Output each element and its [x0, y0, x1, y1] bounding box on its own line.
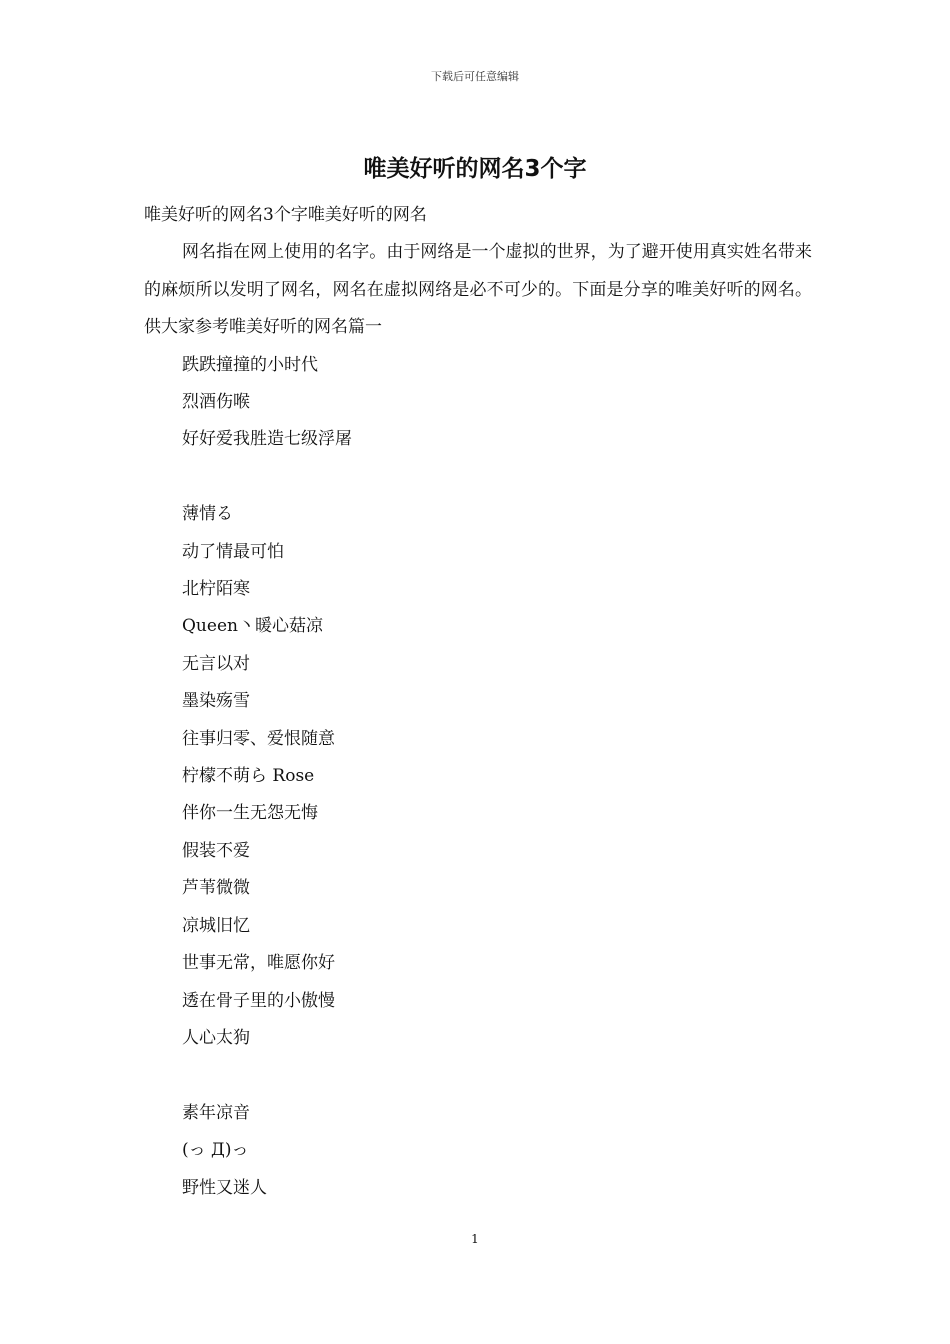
list-item: Queen丶暖心菇凉 [182, 616, 323, 637]
blank-line [144, 1057, 812, 1094]
list-item: 透在骨子里的小傲慢 [182, 990, 335, 1011]
document-body [144, 197, 812, 1207]
list-item: 墨染殇雪 [182, 691, 250, 712]
list-item: 凉城旧忆 [182, 915, 250, 936]
name-list-group-2 [144, 496, 812, 1057]
blank-line [144, 459, 812, 496]
page-header: 下载后可任意编辑 [431, 70, 519, 83]
page-number: 1 [471, 1232, 479, 1246]
list-item: 烈酒伤喉 [182, 392, 250, 413]
intro-paragraph: 网名指在网上使用的名字。由于网络是一个虚拟的世界，为了避开使用真实姓名带来的麻烦所以发明了网名，网名在虚拟网络是必不可少的。下面是分享的唯美好听的网名。供大家参考唯美好听的网名篇一 [144, 242, 812, 338]
name-list-group-3 [144, 1095, 812, 1207]
list-item: 跌跌撞撞的小时代 [182, 354, 318, 375]
list-item: 伴你一生无怨无悔 [182, 803, 318, 824]
list-item: 往事归零、爱恨随意 [182, 728, 335, 749]
list-item: 假装不爱 [182, 840, 250, 861]
list-item: 动了情最可怕 [182, 541, 284, 562]
subtitle-line: 唯美好听的网名3个字唯美好听的网名 [144, 205, 427, 225]
list-item: (っ Д)っ [182, 1140, 249, 1161]
document-title: 唯美好听的网名3个字 [363, 156, 587, 182]
list-item: 人心太狗 [182, 1027, 250, 1048]
list-item: 野性又迷人 [182, 1177, 267, 1198]
list-item: 芦苇微微 [182, 878, 250, 899]
list-item: 素年凉音 [182, 1102, 250, 1123]
list-item: 薄情る [182, 504, 233, 525]
list-item: 好好爱我胜造七级浮屠 [182, 429, 352, 450]
list-item: 无言以对 [182, 653, 250, 674]
list-item: 世事无常，唯愿你好 [182, 953, 335, 974]
list-item: 北柠陌寒 [182, 579, 250, 600]
name-list-group-1 [144, 347, 812, 459]
list-item: 柠檬不萌ら Rose [182, 766, 315, 787]
